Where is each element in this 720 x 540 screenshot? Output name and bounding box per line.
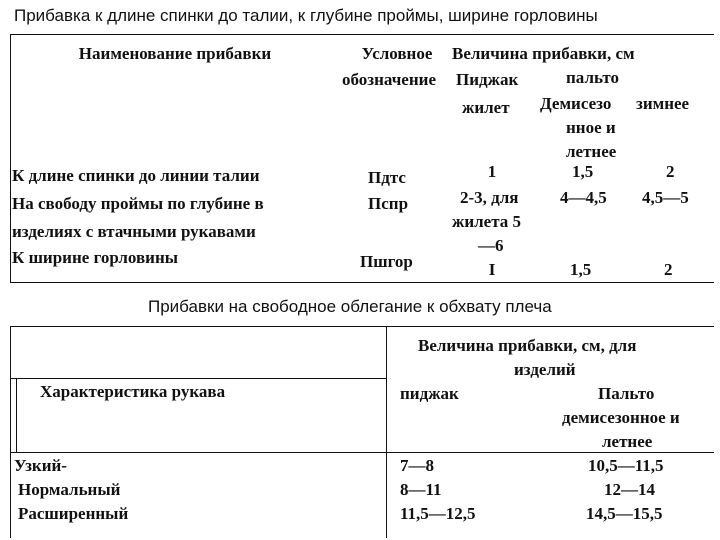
table1-row5-name: К ширине горловины <box>12 248 179 267</box>
table1-header-demi-line1: Демисезо <box>540 94 612 113</box>
table1-row5-demi: 1,5 <box>570 260 592 279</box>
table2-header-coat-line2: демисезонное и <box>562 408 680 427</box>
table1-row5-jacket: I <box>488 260 496 279</box>
table2-row3-jacket: 11,5—12,5 <box>400 504 476 523</box>
table1-row4-jacket: —6 <box>478 236 504 255</box>
table1-left-border <box>10 34 11 282</box>
table1-header-symbol-line2: обозначение <box>342 70 436 89</box>
table2-row3-name: Расширенный <box>18 504 129 523</box>
table2-row2-coat: 12—14 <box>604 480 655 499</box>
table1-bottom-border <box>10 282 714 283</box>
table2-row2-name: Нормальный <box>18 480 121 499</box>
table1-row2-symbol: Пспр <box>368 194 409 213</box>
table2-top-border <box>10 326 714 327</box>
table1-row2-demi: 4—4,5 <box>560 188 607 207</box>
table1-header-coat: пальто <box>566 68 619 87</box>
table1-header-demi-line3: летнее <box>566 142 617 161</box>
table2-left-border <box>10 326 11 538</box>
table1-header-demi-line2: нное и <box>566 118 616 137</box>
table1-title: Прибавка к длине спинки до талии, к глубине проймы, ширине горловины <box>14 6 598 25</box>
table2-row1-coat: 10,5—11,5 <box>588 456 664 475</box>
table1-header-symbol-line1: Условное <box>361 44 433 63</box>
table2-row2-jacket: 8—11 <box>400 480 442 499</box>
table1-row5-symbol: Пшгор <box>360 252 413 271</box>
table1-row3-name: изделиях с втачными рукавами <box>12 222 256 241</box>
table1-header-name: Наименование прибавки <box>78 44 272 63</box>
table2-column-divider <box>386 326 387 538</box>
table2-header-coat-line1: Пальто <box>598 384 655 403</box>
table1-row2-name: На свободу проймы по глубине в <box>12 194 264 213</box>
table2-title: Прибавки на свободное облегание к обхвату плеча <box>148 297 552 316</box>
table2-header-coat-line3: летнее <box>602 432 653 451</box>
table1-header-jacket-line2: жилет <box>462 98 510 117</box>
table1-row5-winter: 2 <box>664 260 673 279</box>
table1-header-value: Величина прибавки, см <box>452 44 635 63</box>
table2-header-value-line1: Величина прибавки, см, для <box>418 336 637 355</box>
table1-row3-jacket: жилета 5 <box>452 212 522 231</box>
table2-header-characteristic: Характеристика рукава <box>40 382 226 401</box>
table2-row1-name: Узкий- <box>14 456 67 475</box>
table2-header-value-line2: изделий <box>514 360 576 379</box>
table1-row2-jacket: 2-3, для <box>460 188 519 207</box>
table2-inner-left-border <box>16 378 17 452</box>
table1-header-winter: зимнее <box>636 94 690 113</box>
table1-header-jacket-line1: Пиджак <box>456 70 519 89</box>
table2-header-divider-left <box>10 378 386 379</box>
table1-top-border <box>10 34 714 35</box>
table1-row1-demi: 1,5 <box>572 162 594 181</box>
table1-row2-winter: 4,5—5 <box>642 188 689 207</box>
table1-row1-name: К длине спинки до линии талии <box>12 166 260 185</box>
table2-header-jacket: пиджак <box>400 384 459 403</box>
table2-row3-coat: 14,5—15,5 <box>586 504 663 523</box>
table1-row1-winter: 2 <box>666 162 675 181</box>
table1-row1-symbol: Пдтс <box>368 168 406 187</box>
table1-row1-jacket: 1 <box>487 162 497 181</box>
table2-row1-jacket: 7—8 <box>400 456 434 475</box>
